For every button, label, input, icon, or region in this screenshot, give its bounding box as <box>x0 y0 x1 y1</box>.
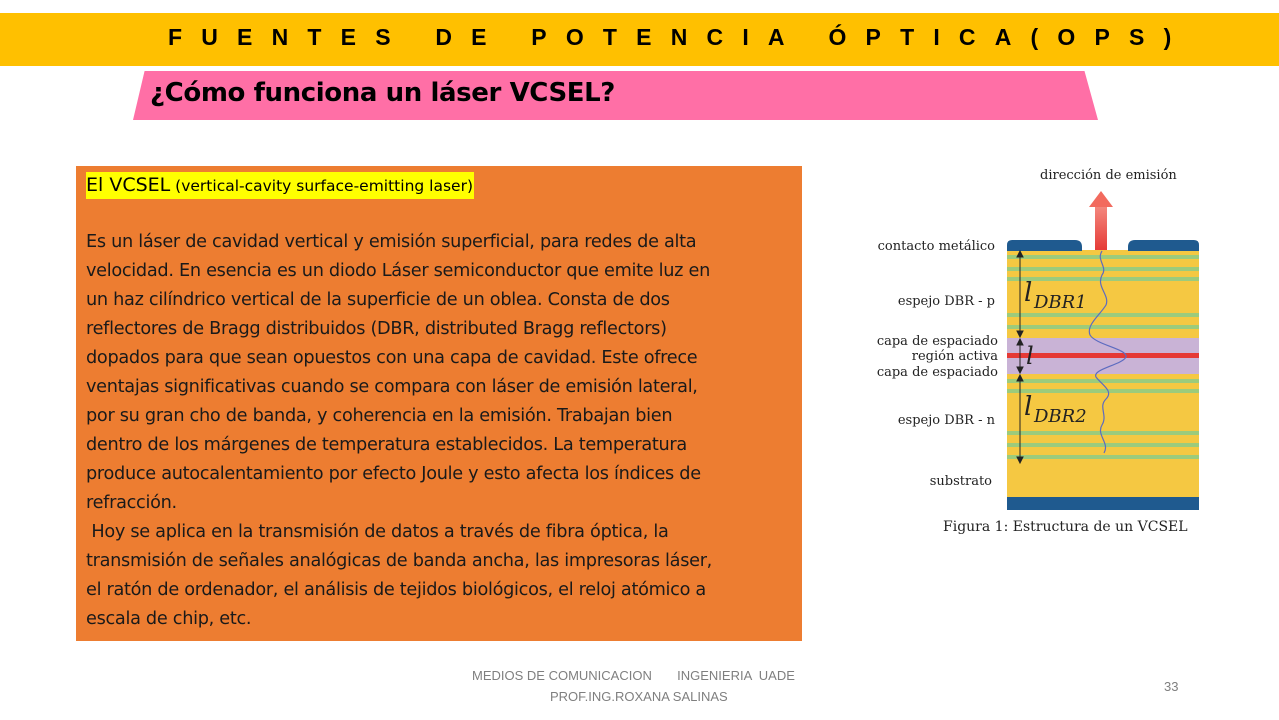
emission-direction-label: dirección de emisión <box>1040 168 1177 183</box>
label-contact: contacto metálico <box>877 239 995 254</box>
label-dbr-p: espejo DBR - p <box>897 294 995 309</box>
vcsel-diagram <box>860 155 1210 545</box>
label-substrate: substrato <box>929 474 992 489</box>
footer-course: MEDIOS DE COMUNICACION INGENIERIA UADE <box>472 668 795 683</box>
dbr2-length-label: l <box>1024 392 1033 422</box>
body-line: ventajas significativas cuando se compara con láser de emisión lateral, <box>86 377 698 397</box>
body-line: reflectores de Bragg distribuidos (DBR, distributed Bragg reflectors) <box>86 319 667 339</box>
vcsel-structure-figure <box>860 155 1210 545</box>
content-heading <box>86 172 474 199</box>
label-spacer-bottom: capa de espaciado <box>876 365 998 380</box>
page-number: 33 <box>1164 679 1179 694</box>
body-line: escala de chip, etc. <box>86 609 252 629</box>
body-line: el ratón de ordenador, el análisis de tejidos biológicos, el reloj atómico a <box>86 580 706 600</box>
label-active-region: región activa <box>911 349 998 364</box>
dbr1-subscript: DBR1 <box>1034 292 1087 313</box>
label-spacer-top: capa de espaciado <box>876 334 998 349</box>
dbr2-subscript: DBR2 <box>1034 406 1087 427</box>
body-line: transmisión de señales analógicas de banda ancha, las impresoras láser, <box>86 551 712 571</box>
figure-caption: Figura 1: Estructura de un VCSEL <box>943 519 1188 535</box>
body-line: por su gran cho de banda, y coherencia en la emisión. Trabajan bien <box>86 406 673 426</box>
emission-arrow-icon <box>1089 191 1113 251</box>
body-line: un haz cilíndrico vertical de la superficie de un oblea. Consta de dos <box>86 290 670 310</box>
body-line: Hoy se aplica en la transmisión de datos a través de fibra óptica, la <box>86 522 669 542</box>
heading-sub: (vertical-cavity surface-emitting laser) <box>170 177 473 195</box>
slide-header-title: FUENTES DE POTENCIA ÓPTICA(OPS) <box>168 24 1191 50</box>
slide-title: ¿Cómo funciona un láser VCSEL? <box>150 78 615 108</box>
body-line: refracción. <box>86 493 177 513</box>
body-line: dopados para que sean opuestos con una capa de cavidad. Este ofrece <box>86 348 698 368</box>
cavity-length-label: l <box>1026 342 1034 370</box>
body-line: produce autocalentamiento por efecto Joule y esto afecta los índices de <box>86 464 701 484</box>
body-line: Es un láser de cavidad vertical y emisión superficial, para redes de alta <box>86 232 697 252</box>
dbr1-length-label: l <box>1024 278 1033 308</box>
body-line: velocidad. En esencia es un diodo Láser semiconductor que emite luz en <box>86 261 710 281</box>
label-dbr-n: espejo DBR - n <box>897 413 995 428</box>
body-line: dentro de los márgenes de temperatura establecidos. La temperatura <box>86 435 687 455</box>
content-body <box>86 228 798 634</box>
heading-main: El VCSEL <box>86 174 171 196</box>
footer-professor: PROF.ING.ROXANA SALINAS <box>550 689 728 704</box>
